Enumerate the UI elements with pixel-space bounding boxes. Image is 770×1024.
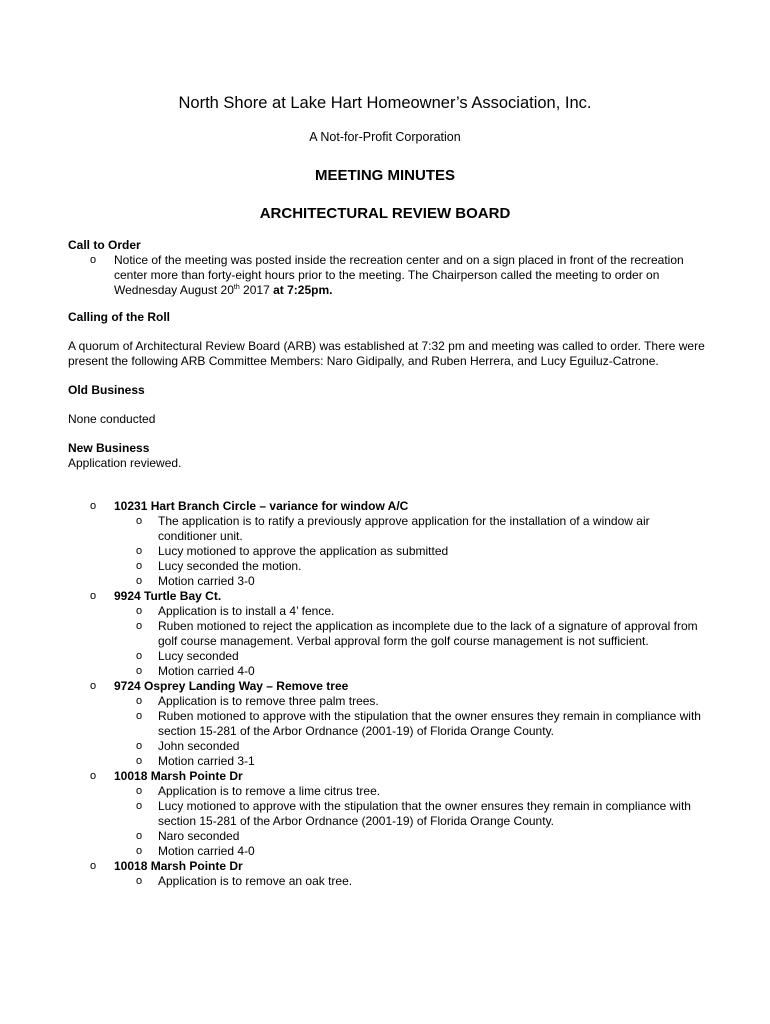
sub-bullet-marker: o [136, 515, 143, 527]
application-detail [68, 604, 708, 619]
new-business-heading: New Business [68, 441, 150, 455]
sub-bullet-marker: o [136, 650, 143, 662]
application-detail [68, 829, 708, 844]
application-detail [68, 649, 708, 664]
roll-heading: Calling of the Roll [68, 310, 170, 324]
date-ordinal-suffix: th [233, 284, 240, 291]
call-to-order-year: 2017 [239, 283, 274, 297]
application-detail-text: Lucy seconded the motion. [158, 559, 302, 573]
application-item [68, 769, 708, 784]
application-detail-text: Ruben motioned to reject the application as incomplete due to the lack of a signature of approval from golf course management. Verbal approval form the golf course management is not sufficient. [158, 619, 698, 648]
application-detail-text: Lucy motioned to approve with the stipulation that the owner ensures they remain in compliance with section 15-281 of the Arbor Ordnance (2001-19) of Florida Orange County. [158, 799, 691, 828]
application-item [68, 589, 708, 604]
bullet-marker: o [90, 860, 97, 872]
application-detail [68, 844, 708, 859]
application-address: 10018 Marsh Pointe Dr [114, 769, 243, 783]
sub-bullet-marker: o [136, 845, 143, 857]
application-item [68, 679, 708, 694]
application-detail [68, 619, 708, 649]
application-detail [68, 709, 708, 739]
bullet-marker: o [90, 254, 97, 266]
application-detail-text: Application is to remove a lime citrus tree. [158, 784, 381, 798]
sub-bullet-marker: o [136, 695, 143, 707]
application-detail [68, 799, 708, 829]
application-detail-text: Application is to remove an oak tree. [158, 874, 353, 888]
application-address: 9724 Osprey Landing Way – Remove tree [114, 679, 349, 693]
new-business-items [68, 499, 708, 889]
organization-subtitle: A Not-for-Profit Corporation [309, 130, 461, 144]
organization-title: North Shore at Lake Hart Homeowner’s Association, Inc. [178, 94, 592, 112]
application-detail-text: Ruben motioned to approve with the stipulation that the owner ensures they remain in compliance with section 15-281 of the Arbor Ordnance (2001-19) of Florida Orange County. [158, 709, 701, 738]
application-detail [68, 739, 708, 754]
application-address: 10231 Hart Branch Circle – variance for window A/C [114, 499, 409, 513]
application-item [68, 859, 708, 874]
sub-bullet-marker: o [136, 605, 143, 617]
sub-bullet-marker: o [136, 620, 143, 632]
document-title: MEETING MINUTES [314, 167, 455, 184]
sub-bullet-marker: o [136, 665, 143, 677]
bullet-marker: o [90, 680, 97, 692]
sub-bullet-marker: o [136, 575, 143, 587]
application-detail-text: John seconded [158, 739, 240, 753]
application-detail-text: Motion carried 4-0 [158, 844, 255, 858]
application-detail [68, 694, 708, 709]
sub-bullet-marker: o [136, 875, 143, 887]
application-detail-text: Naro seconded [158, 829, 240, 843]
application-detail-text: Lucy motioned to approve the application as submitted [158, 544, 449, 558]
application-item [68, 499, 708, 514]
call-to-order-item [68, 253, 708, 298]
application-detail-text: Motion carried 4-0 [158, 664, 255, 678]
call-to-order-time: at 7:25pm. [273, 283, 333, 297]
application-detail-text: Application is to install a 4’ fence. [158, 604, 335, 618]
application-detail [68, 784, 708, 799]
sub-bullet-marker: o [136, 830, 143, 842]
sub-bullet-marker: o [136, 740, 143, 752]
board-title: ARCHITECTURAL REVIEW BOARD [259, 205, 511, 222]
application-detail [68, 754, 708, 769]
sub-bullet-marker: o [136, 785, 143, 797]
application-detail-text: Motion carried 3-0 [158, 574, 255, 588]
minutes-body [68, 238, 708, 889]
old-business-text: None conducted [68, 412, 156, 426]
application-detail [68, 874, 708, 889]
bullet-marker: o [90, 770, 97, 782]
call-to-order-text-part: Notice of the meeting was posted inside the recreation center and on a sign placed in front of the recreation center more than forty-eight hours prior to the meeting. The Chairperson called the meeting to order on Wednesday August 20 [114, 253, 684, 297]
sub-bullet-marker: o [136, 545, 143, 557]
sub-bullet-marker: o [136, 560, 143, 572]
roll-text: A quorum of Architectural Review Board (ARB) was established at 7:32 pm and meeting was called to order. There were present the following ARB Committee Members: Naro Gidipally, and Ruben Herrera, and Lucy Eguiluz-Catrone. [68, 339, 705, 368]
old-business-heading: Old Business [68, 383, 145, 397]
application-detail [68, 514, 708, 544]
application-detail [68, 664, 708, 679]
call-to-order-heading: Call to Order [68, 238, 141, 252]
call-to-order-text [114, 253, 708, 298]
sub-bullet-marker: o [136, 755, 143, 767]
application-address: 10018 Marsh Pointe Dr [114, 859, 243, 873]
application-address: 9924 Turtle Bay Ct. [114, 589, 222, 603]
sub-bullet-marker: o [136, 800, 143, 812]
new-business-text: Application reviewed. [68, 456, 182, 470]
application-detail-text: Motion carried 3-1 [158, 754, 255, 768]
bullet-marker: o [90, 590, 97, 602]
application-detail [68, 559, 708, 574]
application-detail [68, 574, 708, 589]
application-detail [68, 544, 708, 559]
application-detail-text: The application is to ratify a previously approve application for the installation of a window air conditioner unit. [158, 514, 650, 543]
application-detail-text: Lucy seconded [158, 649, 239, 663]
sub-bullet-marker: o [136, 710, 143, 722]
application-detail-text: Application is to remove three palm trees. [158, 694, 379, 708]
bullet-marker: o [90, 500, 97, 512]
